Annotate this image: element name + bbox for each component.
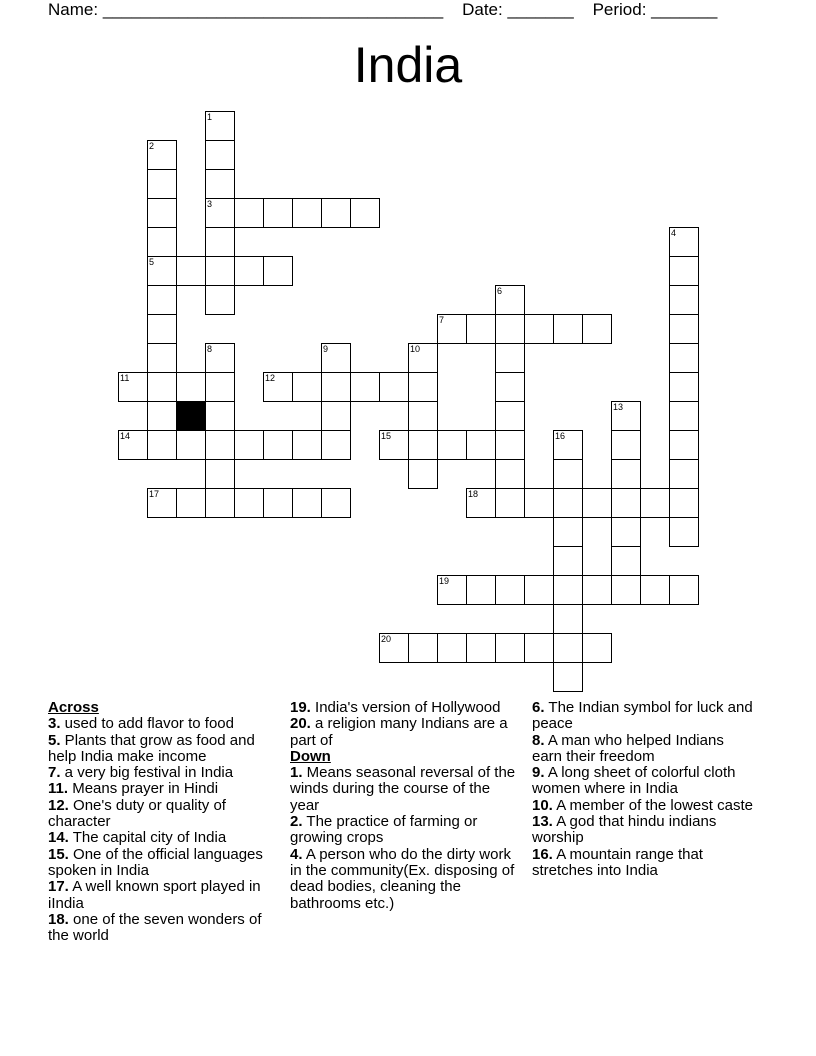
- crossword-cell[interactable]: [553, 575, 583, 605]
- clue-text: The Indian symbol for luck and peace: [532, 699, 753, 733]
- crossword-cell[interactable]: [234, 256, 264, 286]
- crossword-cell[interactable]: [147, 140, 177, 170]
- crossword-cell[interactable]: [524, 575, 554, 605]
- clue-number: 20: [381, 634, 392, 644]
- crossword-cell[interactable]: [205, 256, 235, 286]
- crossword-cell[interactable]: [495, 633, 525, 663]
- crossword-cell[interactable]: [466, 633, 496, 663]
- clue-item: [532, 814, 757, 847]
- crossword-cell[interactable]: [408, 343, 438, 373]
- crossword-cell[interactable]: [379, 633, 409, 663]
- crossword-cell[interactable]: [205, 343, 235, 373]
- crossword-cell[interactable]: [669, 401, 699, 431]
- clue-item: [290, 716, 520, 749]
- crossword-cell[interactable]: [553, 546, 583, 576]
- clue-text: A mountain range that stretches into India: [532, 845, 703, 879]
- crossword-cell[interactable]: [176, 372, 206, 402]
- crossword-cell[interactable]: [263, 198, 293, 228]
- crossword-cell[interactable]: [466, 575, 496, 605]
- crossword-cell[interactable]: [611, 488, 641, 518]
- crossword-cell[interactable]: [495, 575, 525, 605]
- crossword-cell[interactable]: [147, 285, 177, 315]
- crossword-cell[interactable]: [147, 430, 177, 460]
- clue-number: 8: [207, 344, 213, 354]
- crossword-cell[interactable]: [350, 372, 380, 402]
- crossword-cell[interactable]: [611, 459, 641, 489]
- crossword-cell[interactable]: [669, 575, 699, 605]
- clue-item: [48, 879, 278, 912]
- crossword-cell[interactable]: [437, 575, 467, 605]
- date-label: Date:: [462, 0, 503, 19]
- clue-number: 17: [149, 489, 160, 499]
- crossword-cell[interactable]: [669, 517, 699, 547]
- clue-number: 5: [149, 257, 155, 267]
- clue-item: [48, 765, 278, 781]
- clue-text: A god that hindu indians worship: [532, 813, 717, 847]
- clue-item: [48, 830, 278, 846]
- clue-number-label: 5.: [48, 731, 61, 749]
- crossword-cell[interactable]: [553, 633, 583, 663]
- crossword-cell[interactable]: [640, 488, 670, 518]
- clue-column-3: [532, 700, 757, 879]
- clue-number-label: 7.: [48, 764, 61, 782]
- clue-number-label: 6.: [532, 699, 545, 716]
- clue-item: [290, 814, 520, 847]
- crossword-cell[interactable]: [263, 256, 293, 286]
- clue-text: A well known sport played in iIndia: [48, 878, 261, 912]
- clue-section-heading: Across: [48, 699, 99, 716]
- clue-text: A man who helped Indians earn their freedom: [532, 731, 724, 765]
- clue-item: [532, 700, 757, 733]
- clue-text: used to add flavor to food: [60, 715, 234, 733]
- crossword-cell[interactable]: [321, 488, 351, 518]
- clue-number: 18: [468, 489, 479, 499]
- crossword-cell[interactable]: [379, 430, 409, 460]
- clue-number-label: 4.: [290, 845, 303, 863]
- crossword-cell[interactable]: [147, 227, 177, 257]
- clue-number-label: 9.: [532, 764, 545, 782]
- clue-item: [48, 847, 278, 880]
- crossword-cell[interactable]: [176, 488, 206, 518]
- clue-section-heading: Down: [290, 747, 331, 765]
- crossword-cell[interactable]: [205, 401, 235, 431]
- clue-text: a very big festival in India: [60, 764, 234, 782]
- clue-text: India's version of Hollywood: [310, 699, 501, 716]
- clue-item: [48, 798, 278, 831]
- clue-text: one of the seven wonders of the world: [48, 910, 262, 945]
- clue-number: 15: [381, 431, 392, 441]
- clue-text: Means prayer in Hindi: [68, 780, 219, 798]
- clue-item: [48, 733, 278, 766]
- period-line: _______: [651, 0, 718, 19]
- crossword-cell[interactable]: [611, 546, 641, 576]
- crossword-cell[interactable]: [205, 285, 235, 315]
- crossword-cell[interactable]: [147, 198, 177, 228]
- clue-text: A person who do the dirty work in the community(Ex. disposing of dead bodies, cleaning the bathrooms etc.): [290, 845, 515, 912]
- crossword-cell[interactable]: [611, 401, 641, 431]
- clue-number: 11: [120, 373, 130, 383]
- clue-number-label: 2.: [290, 813, 303, 831]
- clue-text: Means seasonal reversal of the winds during the course of the year: [290, 764, 516, 814]
- crossword-cell[interactable]: [147, 256, 177, 286]
- crossword-cell[interactable]: [379, 372, 409, 402]
- crossword-cell[interactable]: [205, 372, 235, 402]
- page-title: India: [353, 37, 463, 93]
- clue-column-1: [48, 700, 278, 944]
- clue-number: 9: [323, 344, 329, 354]
- crossword-cell[interactable]: [669, 256, 699, 286]
- crossword-cell[interactable]: [524, 314, 554, 344]
- crossword-cell[interactable]: [437, 633, 467, 663]
- crossword-cell[interactable]: [669, 343, 699, 373]
- crossword-cell[interactable]: [640, 575, 670, 605]
- crossword-cell[interactable]: [495, 459, 525, 489]
- clue-number-label: 17.: [48, 878, 69, 896]
- crossword-cell[interactable]: [205, 169, 235, 199]
- crossword-cell[interactable]: [321, 401, 351, 431]
- clue-number: 12: [265, 373, 276, 383]
- crossword-cell[interactable]: [176, 430, 206, 460]
- crossword-cell[interactable]: [350, 198, 380, 228]
- clue-number-label: 15.: [48, 845, 69, 863]
- crossword-cell[interactable]: [669, 372, 699, 402]
- clue-number: 2: [149, 141, 155, 151]
- crossword-cell[interactable]: [553, 517, 583, 547]
- crossword-cell[interactable]: [582, 488, 612, 518]
- black-square: [176, 401, 206, 431]
- clue-number-label: 12.: [48, 796, 69, 814]
- crossword-cell[interactable]: [292, 198, 322, 228]
- crossword-cell[interactable]: [205, 140, 235, 170]
- clue-number-label: 16.: [532, 845, 553, 863]
- clue-item: [48, 716, 278, 732]
- clue-item: [532, 765, 757, 798]
- crossword-cell[interactable]: [205, 111, 235, 141]
- crossword-cell[interactable]: [582, 575, 612, 605]
- clue-text: A long sheet of colorful cloth women where in India: [532, 764, 736, 798]
- clue-number: 6: [497, 286, 503, 296]
- clue-number-label: 14.: [48, 829, 69, 847]
- crossword-cell[interactable]: [553, 314, 583, 344]
- name-line: ____________________________________: [102, 0, 444, 19]
- clue-item: [290, 847, 520, 912]
- crossword-cell[interactable]: [147, 372, 177, 402]
- crossword-cell[interactable]: [408, 633, 438, 663]
- clue-number: 7: [439, 315, 445, 325]
- crossword-cell[interactable]: [205, 488, 235, 518]
- crossword-cell[interactable]: [495, 372, 525, 402]
- crossword-cell[interactable]: [495, 285, 525, 315]
- clue-text: a religion many Indians are a part of: [290, 715, 508, 749]
- crossword-cell[interactable]: [582, 633, 612, 663]
- crossword-cell[interactable]: [495, 488, 525, 518]
- clue-text: One's duty or quality of character: [48, 796, 226, 831]
- name-label: Name:: [48, 0, 99, 19]
- crossword-cell[interactable]: [205, 430, 235, 460]
- crossword-cell[interactable]: [553, 430, 583, 460]
- crossword-cell[interactable]: [495, 343, 525, 373]
- clue-number-label: 18.: [48, 910, 69, 928]
- crossword-cell[interactable]: [234, 198, 264, 228]
- clue-text: One of the official languages spoken in India: [48, 845, 263, 879]
- crossword-cell[interactable]: [466, 488, 496, 518]
- period-label: Period:: [592, 0, 647, 19]
- crossword-cell[interactable]: [205, 198, 235, 228]
- crossword-cell[interactable]: [669, 227, 699, 257]
- clue-number-label: 20.: [290, 715, 311, 733]
- crossword-cell[interactable]: [495, 314, 525, 344]
- crossword-cell[interactable]: [205, 459, 235, 489]
- crossword-cell[interactable]: [321, 198, 351, 228]
- crossword-cell[interactable]: [669, 285, 699, 315]
- crossword-cell[interactable]: [263, 372, 293, 402]
- crossword-cell[interactable]: [669, 430, 699, 460]
- crossword-cell[interactable]: [292, 488, 322, 518]
- clue-number-label: 11.: [48, 780, 69, 798]
- clue-item: [532, 847, 757, 880]
- clue-item: [290, 765, 520, 814]
- crossword-cell[interactable]: [495, 401, 525, 431]
- clue-item: [48, 781, 278, 797]
- clue-text: The practice of farming or growing crops: [290, 813, 478, 847]
- crossword-cell[interactable]: [408, 430, 438, 460]
- crossword-cell[interactable]: [553, 459, 583, 489]
- crossword-cell[interactable]: [408, 459, 438, 489]
- crossword-cell[interactable]: [321, 372, 351, 402]
- clue-item: [290, 700, 520, 716]
- crossword-cell[interactable]: [553, 488, 583, 518]
- clue-number-label: 1.: [290, 764, 303, 782]
- clue-number: 1: [207, 112, 213, 122]
- crossword-cell[interactable]: [466, 430, 496, 460]
- crossword-cell[interactable]: [147, 401, 177, 431]
- crossword-cell[interactable]: [611, 575, 641, 605]
- crossword-cell[interactable]: [553, 604, 583, 634]
- crossword-cell[interactable]: [321, 343, 351, 373]
- clue-text: A member of the lowest caste: [552, 796, 753, 814]
- crossword-cell[interactable]: [176, 256, 206, 286]
- clue-column-2: [290, 700, 520, 912]
- crossword-cell[interactable]: [611, 430, 641, 460]
- clue-number: 13: [613, 402, 624, 412]
- crossword-cell[interactable]: [263, 430, 293, 460]
- crossword-cell[interactable]: [495, 430, 525, 460]
- crossword-cell[interactable]: [118, 430, 148, 460]
- clue-number: 3: [207, 199, 213, 209]
- crossword-cell[interactable]: [147, 343, 177, 373]
- crossword-cell[interactable]: [205, 227, 235, 257]
- clue-text: The capital city of India: [68, 829, 227, 847]
- clue-number: 4: [671, 228, 677, 238]
- crossword-cell[interactable]: [118, 372, 148, 402]
- clue-item: [532, 733, 757, 766]
- crossword-cell[interactable]: [408, 401, 438, 431]
- crossword-cell[interactable]: [611, 517, 641, 547]
- crossword-cell[interactable]: [234, 430, 264, 460]
- crossword-cell[interactable]: [408, 372, 438, 402]
- clue-text: Plants that grow as food and help India make income: [48, 731, 255, 765]
- clue-item: [532, 798, 757, 814]
- crossword-cell[interactable]: [524, 488, 554, 518]
- clue-item: [48, 912, 278, 945]
- crossword-cell[interactable]: [669, 459, 699, 489]
- crossword-cell[interactable]: [321, 430, 351, 460]
- clue-number-label: 19.: [290, 699, 311, 716]
- crossword-cell[interactable]: [437, 430, 467, 460]
- clue-number-label: 13.: [532, 813, 553, 831]
- clue-number: 10: [410, 344, 421, 354]
- clue-number: 16: [555, 431, 566, 441]
- crossword-cell[interactable]: [524, 633, 554, 663]
- clue-number-label: 10.: [532, 796, 553, 814]
- clue-number-label: 3.: [48, 715, 61, 733]
- crossword-cell[interactable]: [292, 430, 322, 460]
- crossword-cell[interactable]: [147, 169, 177, 199]
- clue-number: 14: [120, 431, 131, 441]
- crossword-cell[interactable]: [437, 314, 467, 344]
- crossword-cell[interactable]: [147, 488, 177, 518]
- clue-number-label: 8.: [532, 731, 545, 749]
- crossword-cell[interactable]: [147, 314, 177, 344]
- crossword-cell[interactable]: [263, 488, 293, 518]
- crossword-cell[interactable]: [234, 488, 264, 518]
- crossword-cell[interactable]: [466, 314, 496, 344]
- crossword-cell[interactable]: [669, 488, 699, 518]
- crossword-cell[interactable]: [292, 372, 322, 402]
- crossword-cell[interactable]: [669, 314, 699, 344]
- crossword-cell[interactable]: [582, 314, 612, 344]
- date-line: _______: [507, 0, 574, 19]
- clue-number: 19: [439, 576, 450, 586]
- crossword-cell[interactable]: [553, 662, 583, 692]
